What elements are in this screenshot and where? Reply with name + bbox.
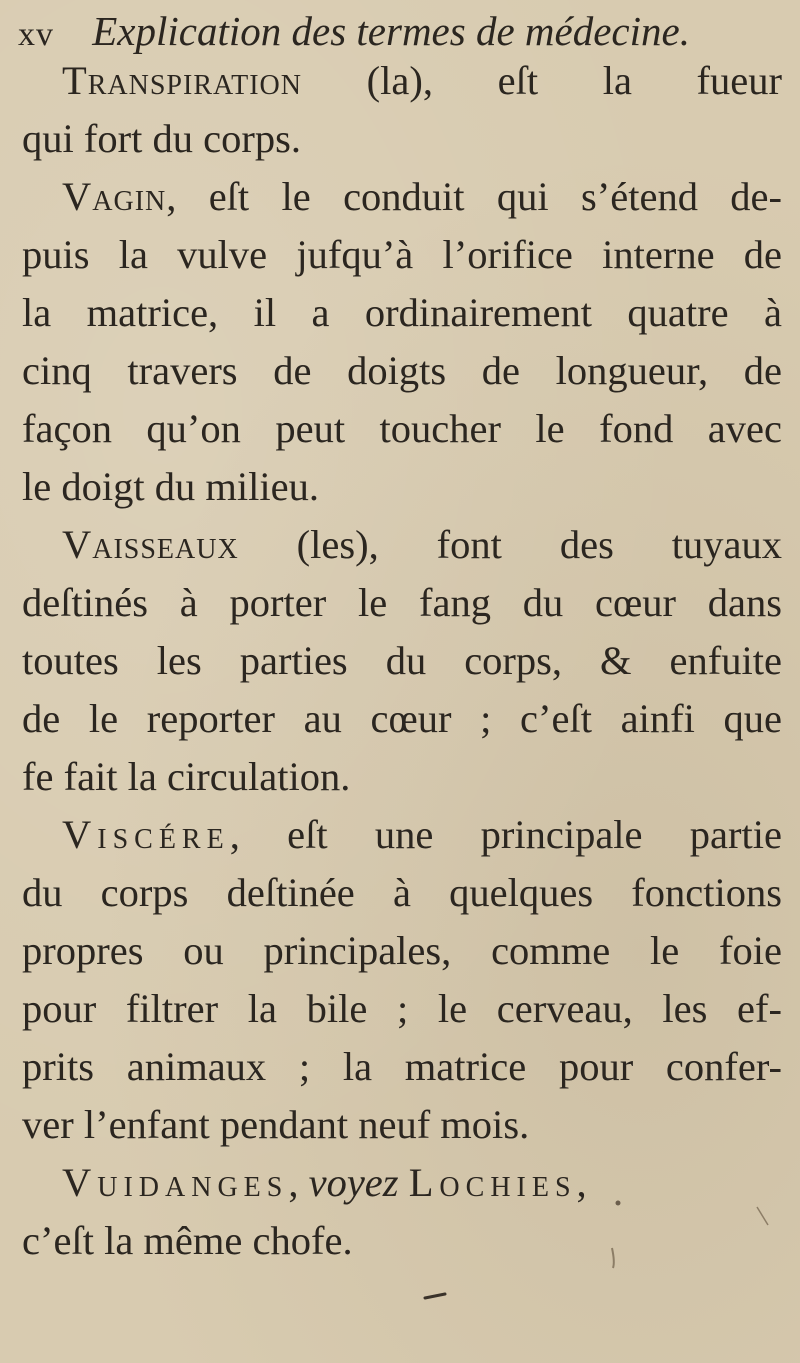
- entry-term: Vaisseaux: [62, 522, 239, 567]
- text-line: fe fait la circulation.: [22, 754, 351, 799]
- text-line: deſtinés à porter le fang du cœur dans: [22, 580, 782, 625]
- cross-reference-label: voyez: [308, 1160, 399, 1205]
- entry-text: , eſt une principale partie: [229, 812, 782, 857]
- text-line: [22, 516, 782, 574]
- entry-text: (les), font des tuyaux: [296, 522, 782, 567]
- text-line: c’eſt la même chofe.: [22, 1218, 353, 1263]
- text-line: prits animaux ; la matrice pour confer-: [22, 1044, 782, 1089]
- text-line: le doigt du milieu.: [22, 464, 319, 509]
- glossary-text: [22, 52, 782, 1270]
- page-number: xv: [18, 16, 54, 53]
- text-line: pour filtrer la bile ; le cerveau, les ef-: [22, 986, 782, 1031]
- text-line: ver l’enfant pendant neuf mois.: [22, 1102, 530, 1147]
- text-line: propres ou principales, comme le foie: [22, 928, 782, 973]
- text-line: [22, 168, 782, 226]
- entry-term: Vagin: [62, 174, 167, 219]
- entry-term: Vuidanges: [62, 1160, 289, 1205]
- text-line: toutes les parties du corps, & enfuite: [22, 638, 782, 683]
- entry-term: Viscére: [62, 812, 230, 857]
- text-line: puis la vulve jufqu’à l’orifice interne de: [22, 232, 782, 277]
- entry-term: Transpiration: [62, 58, 302, 103]
- text-line: du corps deſtinée à quelques fonctions: [22, 870, 782, 915]
- ink-speck: [425, 1294, 445, 1298]
- page-header: [18, 6, 788, 56]
- entry-text: (la), eſt la fueur: [366, 58, 783, 103]
- entry-text: , eſt le conduit qui s’étend de-: [166, 174, 782, 219]
- glossary-entry-viscere: [22, 806, 782, 1154]
- cross-reference-term: Lochies: [408, 1160, 577, 1205]
- text-line: [22, 52, 782, 110]
- text-line: cinq travers de doigts de longueur, de: [22, 348, 782, 393]
- text-line: façon qu’on peut toucher le fond avec: [22, 406, 782, 451]
- text-line: de le reporter au cœur ; c’eſt ainfi que: [22, 696, 782, 741]
- text-line: [22, 806, 782, 864]
- entry-text: ,: [576, 1160, 587, 1205]
- glossary-entry-vuidanges: [22, 1154, 782, 1270]
- text-line: la matrice, il a ordinairement quatre à: [22, 290, 782, 335]
- running-title: Explication des termes de médecine.: [92, 8, 690, 54]
- glossary-entry-transpiration: [22, 52, 782, 168]
- text-line: qui fort du corps.: [22, 116, 301, 161]
- text-line: Vuidanges, voyez Lochies,: [62, 1160, 587, 1205]
- glossary-entry-vaisseaux: [22, 516, 782, 806]
- glossary-entry-vagin: [22, 168, 782, 516]
